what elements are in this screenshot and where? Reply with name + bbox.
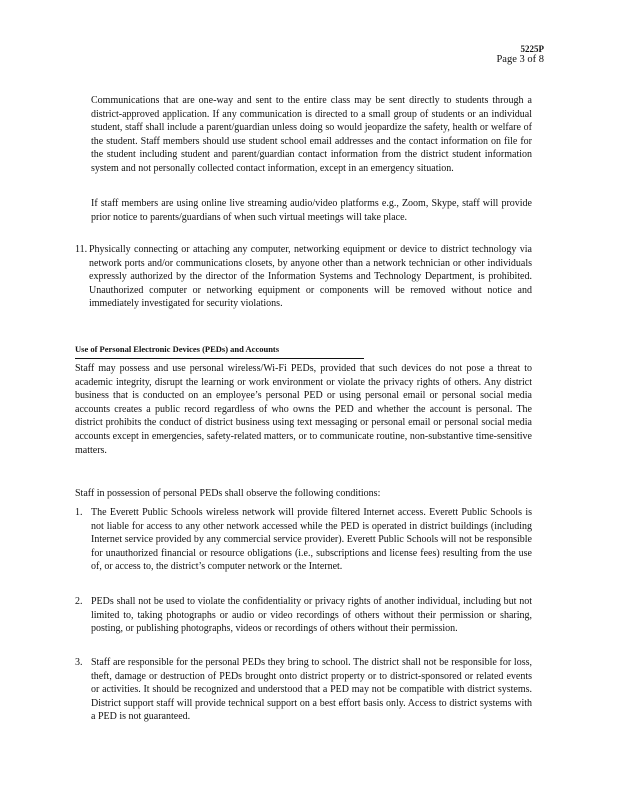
list-text: Physically connecting or attaching any computer, networking equipment or device to district technology via network ports and/or communications closets, by anyone other than a network technician or other individuals expressly authorized by the director of the Information Systems and Technology Department, is prohibited. Unauthorized computer or networking equipment or components will be removed without notice and immediately investigated for security violations. xyxy=(89,244,532,310)
page-number: Page 3 of 8 xyxy=(496,54,544,65)
conditions-intro: Staff in possession of personal PEDs shall observe the following conditions: xyxy=(75,488,381,499)
section-heading: Use of Personal Electronic Devices (PEDs) and Accounts xyxy=(75,343,364,359)
peds-paragraph: Staff may possess and use personal wireless/Wi-Fi PEDs, provided that such devices do not pose a threat to academic integrity, disrupt the learning or work environment or violate the privacy rights of others. Any district business that is conducted on an employee’s personal PED or using personal email or personal social media accounts creates a public record regardless of who owns the PED and whether the account is personal. The district prohibits the conduct of district business using text messaging or personal email or personal social media accounts except in emergencies, safety-related matters, or to communicate routine, non-substantive time-sensitive matters. xyxy=(75,363,532,456)
list-number: 3. xyxy=(75,657,83,668)
communications-paragraph: Communications that are one-way and sent to the entire class may be sent directly to students through a district-approved application. If any communication is directed to a small group of students or an individual student, staff shall include a parent/guardian unless doing so would jeopardize the safety, health or welfare of the student. Staff members should use student school email addresses and the contact information on file for the student including student and parent/guardian contact information from the district student information system and not personally collected contact information, except in an emergency situation. xyxy=(91,95,532,174)
list-text: The Everett Public Schools wireless network will provide filtered Internet access. Everett Public Schools is not liable for access to any other network accessed while the PED is operated in district buildings (including Internet service provided by any commercial service provider). Everett Public Schools will not be responsible for unauthorized financial or resource obligations (i.e., subscriptions and license fees) resulting from the use of, or access to, the district’s computer network or the Internet. xyxy=(91,507,532,573)
condition-item-2 xyxy=(75,595,532,636)
list-number: 2. xyxy=(75,596,83,607)
streaming-paragraph: If staff members are using online live streaming audio/video platforms e.g., Zoom, Skype, staff will provide prior notice to parents/guardians of when such virtual meetings will take place. xyxy=(91,198,532,223)
condition-item-3 xyxy=(75,656,532,724)
policy-code: 5225P xyxy=(520,44,544,54)
condition-item-1 xyxy=(75,506,532,574)
list-text: PEDs shall not be used to violate the confidentiality or privacy rights of another individual, including but not limited to, taking photographs or audio or video recordings of others without their permission or sharing, posting, or publishing photographs, videos or recordings of others without their permission. xyxy=(91,596,532,635)
list-number: 1. xyxy=(75,507,83,518)
list-number: 11. xyxy=(75,244,88,255)
list-item-11 xyxy=(75,243,532,311)
list-text: Staff are responsible for the personal PEDs they bring to school. The district shall not be responsible for loss, theft, damage or destruction of PEDs brought onto district property or to district-sponsored or related events or activities. It should be recognized and understood that a PED may not be compatible with district systems. District support staff will provide technical support on a best effort basis only. Access to district systems with a PED is not guaranteed. xyxy=(91,657,532,723)
